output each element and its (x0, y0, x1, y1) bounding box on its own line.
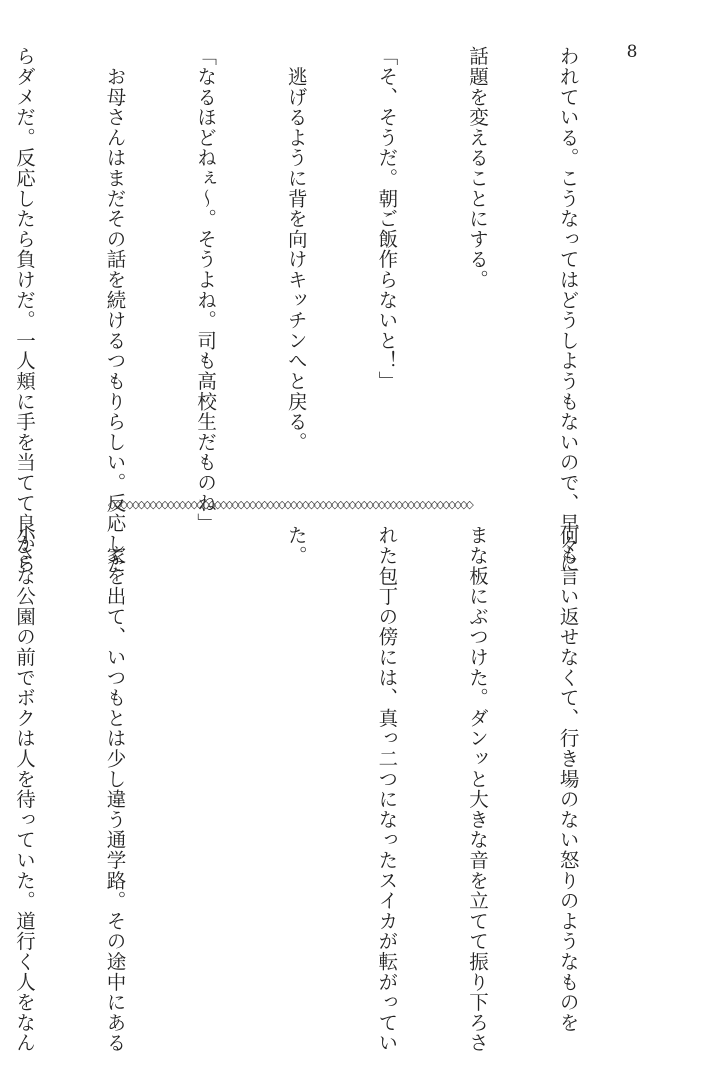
text-line: まな板にぶつけた。ダンッと大きな音を立てて振り下ろさ (465, 525, 489, 1053)
section-divider: ◇◇◇◇◇◇◇◇◇◇◇◇◇◇◇◇◇◇◇◇◇◇◇◇◇◇◇◇◇◇◇◇◇◇◇◇◇◇◇◇◇◇◇◇◇◇◇◇◇◇◇◇◇◇◇◇◇◇◇◇◇◇ (108, 498, 472, 511)
text-line: われている。こうなってはどうしようもないので、早々に (556, 46, 580, 574)
text-line: お母さんはまだその話を続けるつもりらしい。反応した (103, 46, 127, 574)
text-line: 逃げるように背を向けキッチンへと戻る。 (284, 46, 308, 452)
text-block-bottom (12, 525, 643, 1053)
text-line: らダメだ。反応したら負けだ。一人頬に手を当てて良から (12, 46, 36, 574)
page-number: 8 (626, 42, 638, 62)
text-line: た。 (284, 525, 308, 566)
text-line: れた包丁の傍には、真っ二つになったスイカが転がってい (375, 525, 399, 1053)
text-line: 話題を変えることにする。 (465, 46, 489, 290)
text-line: 何も言い返せなくて、行き場のない怒りのようなものを (556, 525, 580, 1033)
text-line: 「なるほどねぇ〜。そうよね。司も高校生だものね」 (194, 46, 218, 534)
text-line: 小さな公園の前でボクは人を待っていた。道行く人をなん (12, 525, 36, 1053)
text-line: 「そ、そうだ。朝ご飯作らないと！」 (375, 46, 399, 392)
text-line: 家を出て、いつもとは少し違う通学路。その途中にある (103, 525, 127, 1053)
blank-line (190, 525, 220, 955)
text-block-top (12, 42, 643, 574)
